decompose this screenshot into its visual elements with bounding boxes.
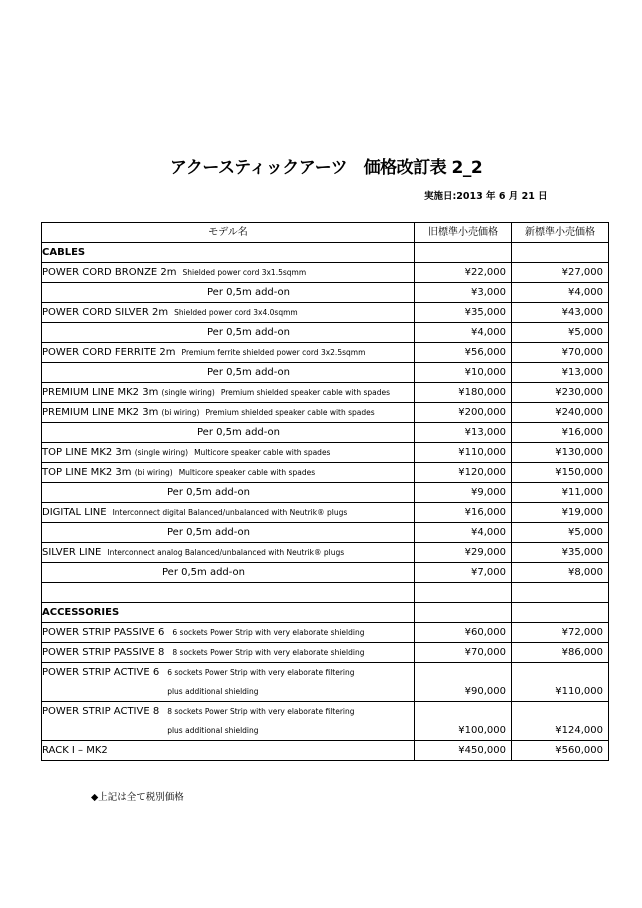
table-row [42,623,609,643]
table-row [42,702,609,741]
model-cell [42,283,415,303]
old-price: ¥60,000 [415,623,512,643]
model-cell [42,343,415,363]
old-price: ¥90,000 [415,663,512,702]
model-cell [42,403,415,423]
table-row [42,403,609,423]
model-cell [42,323,415,343]
old-price: ¥35,000 [415,303,512,323]
section-row-cables [42,243,609,263]
wiring-type: (bi wiring) [161,408,200,417]
model-description: Multicore speaker cable with spades [178,468,316,477]
new-price: ¥86,000 [512,643,609,663]
description-line: 8 sockets Power Strip with very elaborate filtering [167,707,355,716]
model-description: Interconnect digital Balanced/unbalanced with Neutrik® plugs [112,508,348,517]
new-price: ¥240,000 [512,403,609,423]
model-cell [42,263,415,283]
description-line: 6 sockets Power Strip with very elaborate filtering [167,668,355,677]
table-row [42,741,609,761]
table-row [42,643,609,663]
old-price: ¥3,000 [415,283,512,303]
old-price: ¥200,000 [415,403,512,423]
column-header-new-price: 新標準小売価格 [512,223,609,243]
old-price: ¥70,000 [415,643,512,663]
addon-row [42,483,609,503]
new-price: ¥5,000 [512,523,609,543]
model-cell [42,643,415,663]
model-name: SILVER LINE [42,547,102,558]
model-cell [42,463,415,483]
model-description [167,663,354,701]
table-row [42,443,609,463]
new-price: ¥110,000 [512,663,609,702]
model-name: POWER STRIP PASSIVE 8 [42,647,165,658]
old-price: ¥56,000 [415,343,512,363]
new-price: ¥124,000 [512,702,609,741]
tax-note: ◆上記は全て税別価格 [91,792,184,803]
addon-label: Per 0,5m add-on [207,327,291,338]
new-price: ¥70,000 [512,343,609,363]
model-cell [42,423,415,443]
old-price: ¥110,000 [415,443,512,463]
model-name: POWER STRIP ACTIVE 6 [42,667,160,678]
price-table [41,222,609,761]
model-cell [42,503,415,523]
model-description [172,643,364,662]
table-row [42,303,609,323]
new-price: ¥27,000 [512,263,609,283]
model-cell [42,443,415,463]
addon-row [42,363,609,383]
model-cell [42,483,415,503]
document-title: アクースティックアーツ 価格改訂表 2_2 [169,158,483,178]
old-price: ¥22,000 [415,263,512,283]
model-cell [42,563,415,583]
addon-row [42,563,609,583]
wiring-type: (bi wiring) [134,468,173,477]
table-header-row [42,223,609,243]
new-price: ¥35,000 [512,543,609,563]
new-price: ¥8,000 [512,563,609,583]
old-price: ¥7,000 [415,563,512,583]
model-name: TOP LINE MK2 3m [42,467,132,478]
wiring-type: (single wiring) [161,388,215,397]
old-price: ¥13,000 [415,423,512,443]
wiring-type: (single wiring) [134,448,189,457]
model-name: RACK I – MK2 [42,745,108,756]
new-price: ¥19,000 [512,503,609,523]
addon-label: Per 0,5m add-on [207,367,291,378]
section-label-cables: CABLES [42,243,415,263]
addon-label: Per 0,5m add-on [167,487,251,498]
table-row [42,383,609,403]
model-cell [42,523,415,543]
model-description [172,623,364,642]
new-price: ¥13,000 [512,363,609,383]
new-price: ¥130,000 [512,443,609,463]
model-name: POWER CORD BRONZE 2m [42,267,177,278]
model-cell [42,543,415,563]
model-cell [42,623,415,643]
old-price: ¥4,000 [415,523,512,543]
new-price: ¥4,000 [512,283,609,303]
model-description: Premium shielded speaker cable with spades [220,388,391,397]
model-description [167,702,354,740]
model-description: Premium ferrite shielded power cord 3x2.5sqmm [181,348,366,357]
old-price: ¥9,000 [415,483,512,503]
table-row [42,343,609,363]
new-price: ¥230,000 [512,383,609,403]
section-label-accessories: ACCESSORIES [42,603,415,623]
addon-row [42,423,609,443]
addon-row [42,323,609,343]
model-name: PREMIUM LINE MK2 3m [42,387,159,398]
description-line: 8 sockets Power Strip with very elaborate shielding [172,648,365,657]
addon-label: Per 0,5m add-on [167,527,251,538]
addon-label: Per 0,5m add-on [197,427,281,438]
addon-label: Per 0,5m add-on [162,567,246,578]
model-cell [42,383,415,403]
old-price: ¥100,000 [415,702,512,741]
description-line: plus additional shielding [167,726,259,735]
model-name: POWER CORD SILVER 2m [42,307,169,318]
model-name: TOP LINE MK2 3m [42,447,132,458]
column-header-old-price: 旧標準小売価格 [415,223,512,243]
addon-row [42,283,609,303]
model-name: POWER CORD FERRITE 2m [42,347,176,358]
old-price: ¥10,000 [415,363,512,383]
addon-row [42,523,609,543]
model-cell [42,303,415,323]
old-price: ¥29,000 [415,543,512,563]
table-row [42,463,609,483]
old-price: ¥120,000 [415,463,512,483]
model-description: Premium shielded speaker cable with spades [205,408,375,417]
model-description: Multicore speaker cable with spades [194,448,331,457]
model-cell [42,702,415,741]
column-header-model: モデル名 [42,223,415,243]
new-price: ¥5,000 [512,323,609,343]
effective-date: 実施日:2013 年 6 月 21 日 [424,191,548,202]
new-price: ¥150,000 [512,463,609,483]
model-name: POWER STRIP PASSIVE 6 [42,627,165,638]
table-row [42,503,609,523]
new-price: ¥72,000 [512,623,609,643]
section-row-accessories [42,603,609,623]
model-name: PREMIUM LINE MK2 3m [42,407,159,418]
table-row [42,543,609,563]
new-price: ¥11,000 [512,483,609,503]
new-price: ¥560,000 [512,741,609,761]
old-price: ¥180,000 [415,383,512,403]
new-price: ¥16,000 [512,423,609,443]
model-description: Interconnect analog Balanced/unbalanced with Neutrik® plugs [107,548,345,557]
blank-row [42,583,609,603]
model-description: Shielded power cord 3x4.0sqmm [174,308,298,317]
model-cell [42,363,415,383]
table-row [42,263,609,283]
description-line: plus additional shielding [167,687,259,696]
old-price: ¥450,000 [415,741,512,761]
old-price: ¥16,000 [415,503,512,523]
model-name: DIGITAL LINE [42,507,107,518]
model-name: POWER STRIP ACTIVE 8 [42,706,160,717]
old-price: ¥4,000 [415,323,512,343]
model-cell [42,663,415,702]
model-cell [42,741,415,761]
new-price: ¥43,000 [512,303,609,323]
description-line: 6 sockets Power Strip with very elaborate shielding [172,628,365,637]
addon-label: Per 0,5m add-on [207,287,291,298]
table-row [42,663,609,702]
model-description: Shielded power cord 3x1.5sqmm [182,268,307,277]
